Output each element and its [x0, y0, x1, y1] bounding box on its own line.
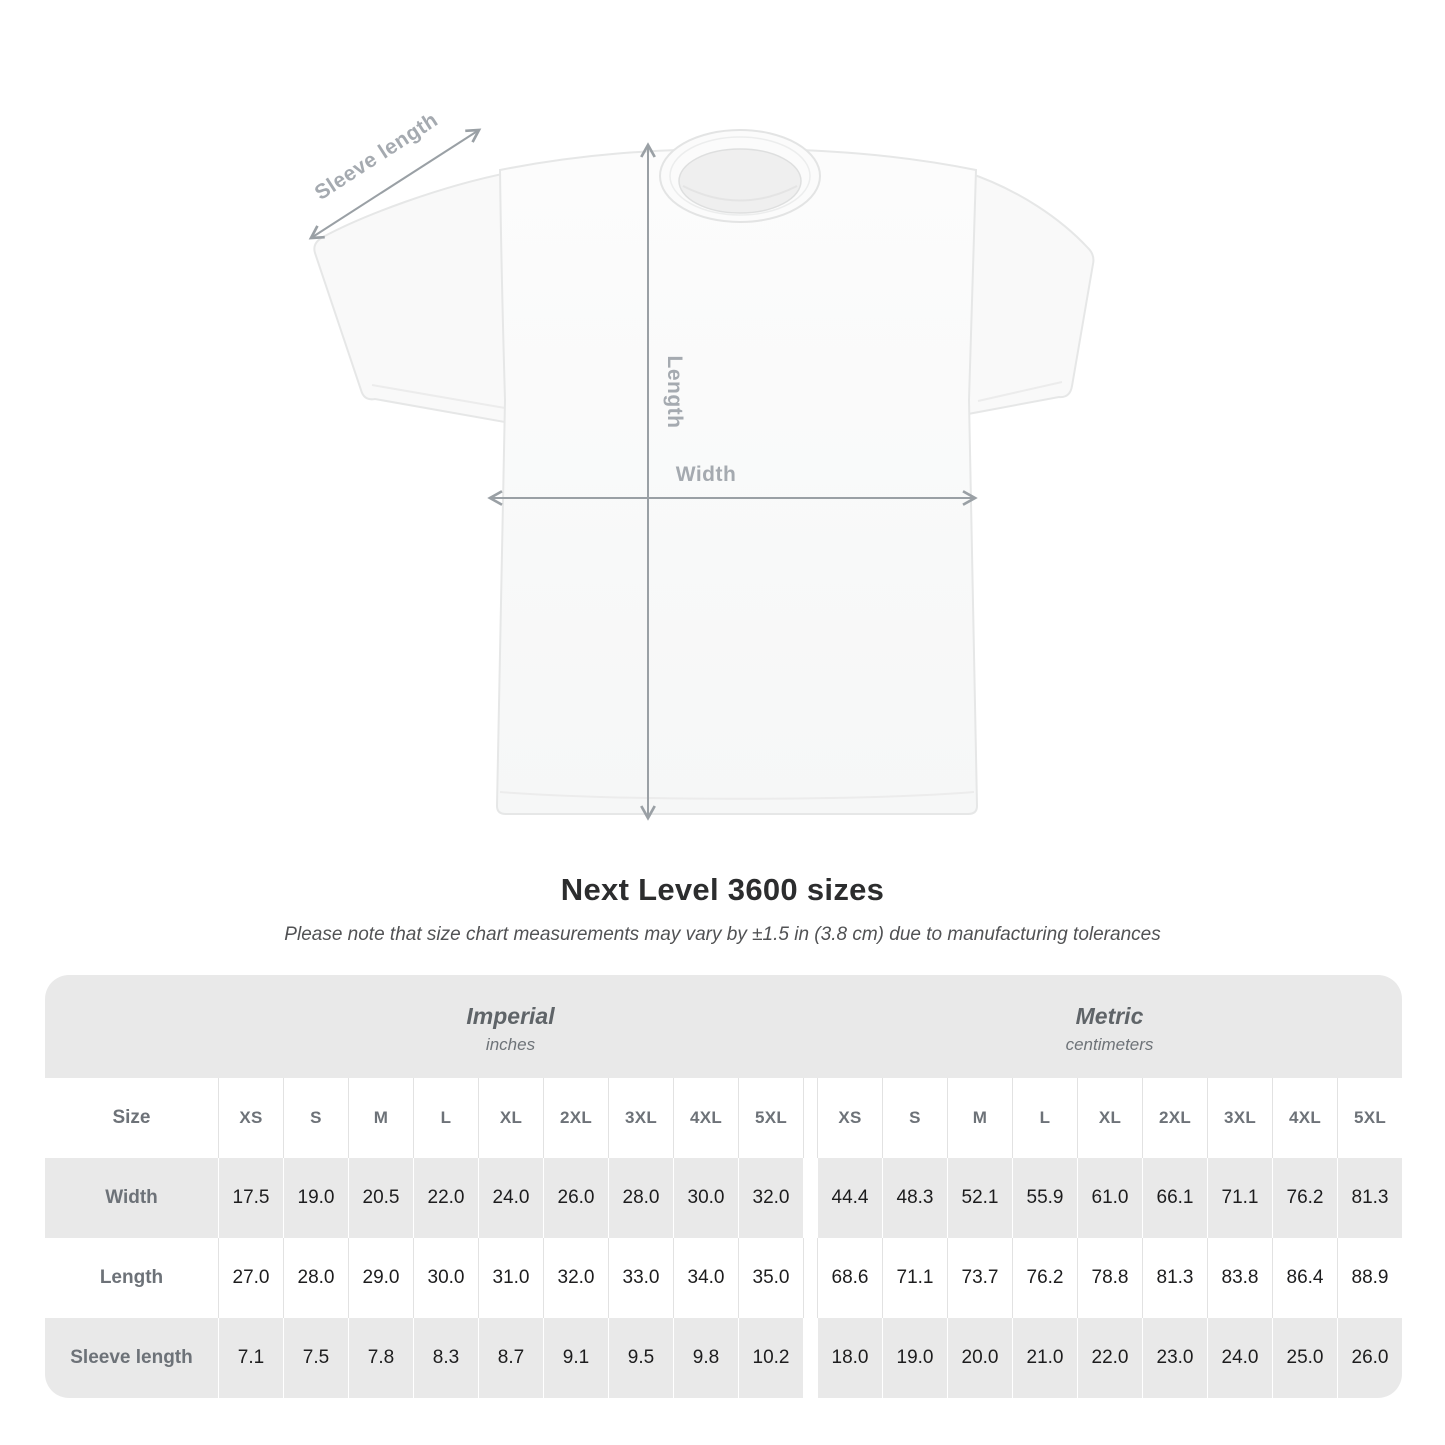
width-label: Width: [675, 463, 737, 486]
sleeve-length-metric-l: 21.0: [1012, 1318, 1077, 1398]
section-divider: [803, 1318, 817, 1398]
length-imperial-5xl: 35.0: [738, 1238, 803, 1318]
size-table-body: [45, 1078, 1402, 1398]
collar-opening: [679, 149, 801, 213]
imperial-title: Imperial: [466, 1002, 555, 1029]
width-imperial-s: 19.0: [283, 1158, 348, 1238]
width-metric-3xl: 71.1: [1207, 1158, 1272, 1238]
size-table: [45, 975, 1402, 1398]
sleeve-length-imperial-xs: 7.1: [218, 1318, 283, 1398]
tshirt-right-sleeve: [966, 172, 1093, 414]
length-metric-s: 71.1: [882, 1238, 947, 1318]
sleeve-length-label: Sleeve length: [310, 108, 443, 205]
length-metric-m: 73.7: [947, 1238, 1012, 1318]
size-col-imperial-s: S: [283, 1078, 348, 1158]
width-metric-l: 55.9: [1012, 1158, 1077, 1238]
length-imperial-3xl: 33.0: [608, 1238, 673, 1318]
sleeve-length-imperial-l: 8.3: [413, 1318, 478, 1398]
page-title: Next Level 3600 sizes: [560, 872, 885, 907]
table-header-row: [45, 1078, 1402, 1158]
table-row-length: [45, 1238, 1402, 1318]
sleeve-length-imperial-5xl: 10.2: [738, 1318, 803, 1398]
sleeve-length-metric-xs: 18.0: [817, 1318, 882, 1398]
length-label: Length: [663, 355, 686, 429]
width-imperial-xs: 17.5: [218, 1158, 283, 1238]
width-imperial-l: 22.0: [413, 1158, 478, 1238]
length-imperial-m: 29.0: [348, 1238, 413, 1318]
sleeve-length-metric-m: 20.0: [947, 1318, 1012, 1398]
length-metric-3xl: 83.8: [1207, 1238, 1272, 1318]
sleeve-length-imperial-s: 7.5: [283, 1318, 348, 1398]
sleeve-length-metric-4xl: 25.0: [1272, 1318, 1337, 1398]
length-metric-xs: 68.6: [817, 1238, 882, 1318]
size-col-metric-2xl: 2XL: [1142, 1078, 1207, 1158]
sleeve-length-imperial-3xl: 9.5: [608, 1318, 673, 1398]
width-metric-xl: 61.0: [1077, 1158, 1142, 1238]
sleeve-length-imperial-4xl: 9.8: [673, 1318, 738, 1398]
size-col-imperial-xl: XL: [478, 1078, 543, 1158]
section-divider: [803, 1238, 817, 1318]
unit-header-band: [45, 975, 1402, 1078]
size-col-metric-4xl: 4XL: [1272, 1078, 1337, 1158]
sleeve-length-metric-2xl: 23.0: [1142, 1318, 1207, 1398]
width-metric-2xl: 66.1: [1142, 1158, 1207, 1238]
row-label-sleeve-length: Sleeve length: [70, 1347, 193, 1368]
size-col-imperial-xs: XS: [218, 1078, 283, 1158]
width-imperial-5xl: 32.0: [738, 1158, 803, 1238]
size-col-metric-5xl: 5XL: [1337, 1078, 1402, 1158]
sleeve-length-imperial-2xl: 9.1: [543, 1318, 608, 1398]
size-col-imperial-4xl: 4XL: [673, 1078, 738, 1158]
size-col-metric-s: S: [882, 1078, 947, 1158]
width-metric-5xl: 81.3: [1337, 1158, 1402, 1238]
size-col-metric-xl: XL: [1077, 1078, 1142, 1158]
sleeve-length-metric-5xl: 26.0: [1337, 1318, 1402, 1398]
section-divider: [803, 1078, 817, 1158]
size-col-metric-m: M: [947, 1078, 1012, 1158]
imperial-unit: inches: [485, 1034, 536, 1054]
width-metric-4xl: 76.2: [1272, 1158, 1337, 1238]
tolerance-note: Please note that size chart measurements may vary by ±1.5 in (3.8 cm) due to manufacturing tolerances: [284, 924, 1161, 945]
imperial-section-header: [218, 975, 803, 1078]
length-metric-l: 76.2: [1012, 1238, 1077, 1318]
tshirt-left-sleeve: [314, 172, 516, 424]
size-col-imperial-5xl: 5XL: [738, 1078, 803, 1158]
size-col-metric-l: L: [1012, 1078, 1077, 1158]
width-metric-m: 52.1: [947, 1158, 1012, 1238]
width-imperial-3xl: 28.0: [608, 1158, 673, 1238]
width-imperial-xl: 24.0: [478, 1158, 543, 1238]
length-imperial-s: 28.0: [283, 1238, 348, 1318]
length-imperial-2xl: 32.0: [543, 1238, 608, 1318]
width-imperial-m: 20.5: [348, 1158, 413, 1238]
section-divider: [803, 1158, 817, 1238]
length-metric-5xl: 88.9: [1337, 1238, 1402, 1318]
length-imperial-l: 30.0: [413, 1238, 478, 1318]
size-col-imperial-m: M: [348, 1078, 413, 1158]
metric-unit: centimeters: [1065, 1034, 1154, 1054]
metric-title: Metric: [1075, 1002, 1144, 1029]
length-metric-4xl: 86.4: [1272, 1238, 1337, 1318]
metric-section-header: [817, 975, 1402, 1078]
width-imperial-4xl: 30.0: [673, 1158, 738, 1238]
width-metric-xs: 44.4: [817, 1158, 882, 1238]
sleeve-length-imperial-xl: 8.7: [478, 1318, 543, 1398]
size-col-metric-3xl: 3XL: [1207, 1078, 1272, 1158]
length-imperial-xl: 31.0: [478, 1238, 543, 1318]
table-row-width: [45, 1158, 1402, 1238]
table-row-sleeve-length: [45, 1318, 1402, 1398]
length-imperial-xs: 27.0: [218, 1238, 283, 1318]
row-label-length: Length: [99, 1267, 164, 1288]
size-col-imperial-3xl: 3XL: [608, 1078, 673, 1158]
length-imperial-4xl: 34.0: [673, 1238, 738, 1318]
row-label-width: Width: [105, 1187, 158, 1208]
size-col-imperial-2xl: 2XL: [543, 1078, 608, 1158]
width-imperial-2xl: 26.0: [543, 1158, 608, 1238]
sleeve-length-metric-xl: 22.0: [1077, 1318, 1142, 1398]
sleeve-length-imperial-m: 7.8: [348, 1318, 413, 1398]
size-corner-label: Size: [112, 1107, 151, 1128]
length-metric-xl: 78.8: [1077, 1238, 1142, 1318]
tshirt-body: [497, 149, 977, 814]
length-metric-2xl: 81.3: [1142, 1238, 1207, 1318]
sleeve-length-metric-s: 19.0: [882, 1318, 947, 1398]
sleeve-length-metric-3xl: 24.0: [1207, 1318, 1272, 1398]
width-metric-s: 48.3: [882, 1158, 947, 1238]
size-col-imperial-l: L: [413, 1078, 478, 1158]
size-col-metric-xs: XS: [817, 1078, 882, 1158]
